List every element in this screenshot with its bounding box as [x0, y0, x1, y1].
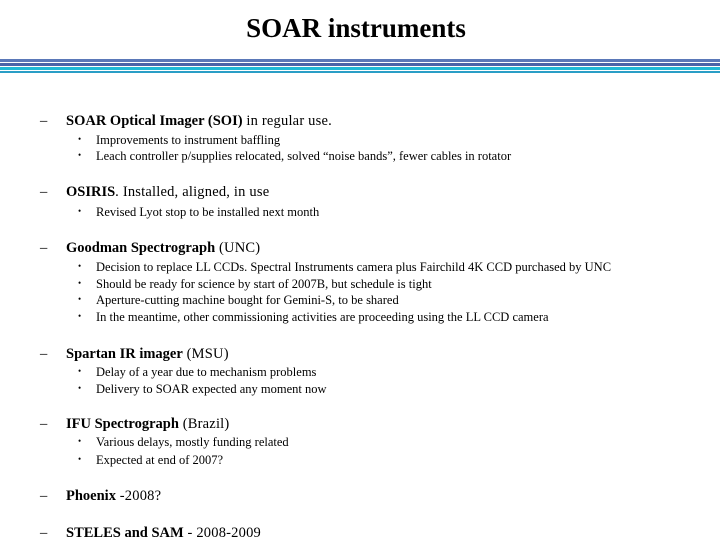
sub-bullet-text: Various delays, mostly funding related: [96, 435, 289, 449]
bullet-marker: •: [78, 206, 82, 216]
instrument-item-ifu: [40, 414, 229, 434]
bullet-marker: •: [78, 311, 82, 321]
bullet-marker: •: [78, 278, 82, 288]
instrument-status: (MSU): [182, 346, 229, 362]
sub-bullet: [78, 433, 289, 451]
instrument-status: in regular use.: [242, 113, 332, 129]
sub-bullet-text: Decision to replace LL CCDs. Spectral Instruments camera plus Fairchild 4K CCD purchased by UNC: [96, 260, 612, 274]
instrument-status: - 2008-2009: [183, 525, 261, 541]
instrument-status: . Installed, aligned, in use: [115, 184, 270, 200]
dash-marker: –: [40, 113, 48, 129]
dash-marker: –: [40, 240, 48, 256]
sub-bullet: [78, 363, 316, 381]
sub-bullet: [78, 308, 549, 326]
title-divider-line: [0, 71, 720, 73]
sub-bullet-text: Improvements to instrument baffling: [96, 133, 281, 147]
instrument-item-osiris: [40, 182, 269, 202]
sub-bullet: [78, 451, 223, 469]
bullet-marker: •: [78, 436, 82, 446]
instrument-status: (UNC): [215, 240, 261, 256]
dash-marker: –: [40, 346, 48, 362]
bullet-marker: •: [78, 150, 82, 160]
sub-bullet: [78, 380, 327, 398]
sub-bullet: [78, 291, 399, 309]
dash-marker: –: [40, 416, 48, 432]
instrument-name: Spartan IR imager: [66, 346, 183, 362]
instrument-name: Goodman Spectrograph: [66, 240, 216, 256]
bullet-marker: •: [78, 294, 82, 304]
instrument-status: -2008?: [115, 488, 162, 504]
sub-bullet-text: Expected at end of 2007?: [96, 453, 224, 467]
dash-marker: –: [40, 525, 48, 541]
instrument-item-steles-sam: [40, 523, 261, 543]
sub-bullet-text: Leach controller p/supplies relocated, solved “noise bands”, fewer cables in rotator: [96, 149, 512, 163]
instrument-status: (Brazil): [178, 416, 230, 432]
instrument-name: Phoenix: [66, 488, 116, 504]
instrument-name: STELES and SAM: [66, 525, 184, 541]
sub-bullet-text: Delivery to SOAR expected any moment now: [96, 382, 327, 396]
sub-bullet-text: In the meantime, other commissioning activities are proceeding using the LL CCD camera: [96, 310, 549, 324]
instrument-item-spartan: [40, 344, 229, 364]
slide-title: SOAR instruments: [246, 13, 466, 43]
instrument-item-phoenix: [40, 486, 161, 506]
sub-bullet-text: Revised Lyot stop to be installed next month: [96, 205, 320, 219]
dash-marker: –: [40, 488, 48, 504]
instrument-name: IFU Spectrograph: [66, 416, 179, 432]
dash-marker: –: [40, 184, 48, 200]
sub-bullet-text: Delay of a year due to mechanism problems: [96, 365, 317, 379]
sub-bullet-text: Should be ready for science by start of 2007B, but schedule is tight: [96, 277, 432, 291]
title-divider-line: [0, 63, 720, 66]
sub-bullet-text: Aperture-cutting machine bought for Gemini-S, to be shared: [96, 293, 399, 307]
title-divider-line: [0, 67, 720, 70]
instrument-name: OSIRIS: [66, 184, 116, 200]
instrument-name: SOAR Optical Imager (SOI): [66, 113, 243, 129]
bullet-marker: •: [78, 383, 82, 393]
bullet-marker: •: [78, 134, 82, 144]
bullet-marker: •: [78, 261, 82, 271]
sub-bullet: [78, 147, 511, 165]
instrument-item-goodman: [40, 238, 260, 258]
bullet-marker: •: [78, 454, 82, 464]
sub-bullet: [78, 258, 611, 276]
bullet-marker: •: [78, 366, 82, 376]
instrument-item-soi: [40, 111, 332, 131]
title-divider-line: [0, 59, 720, 62]
sub-bullet: [78, 203, 319, 221]
